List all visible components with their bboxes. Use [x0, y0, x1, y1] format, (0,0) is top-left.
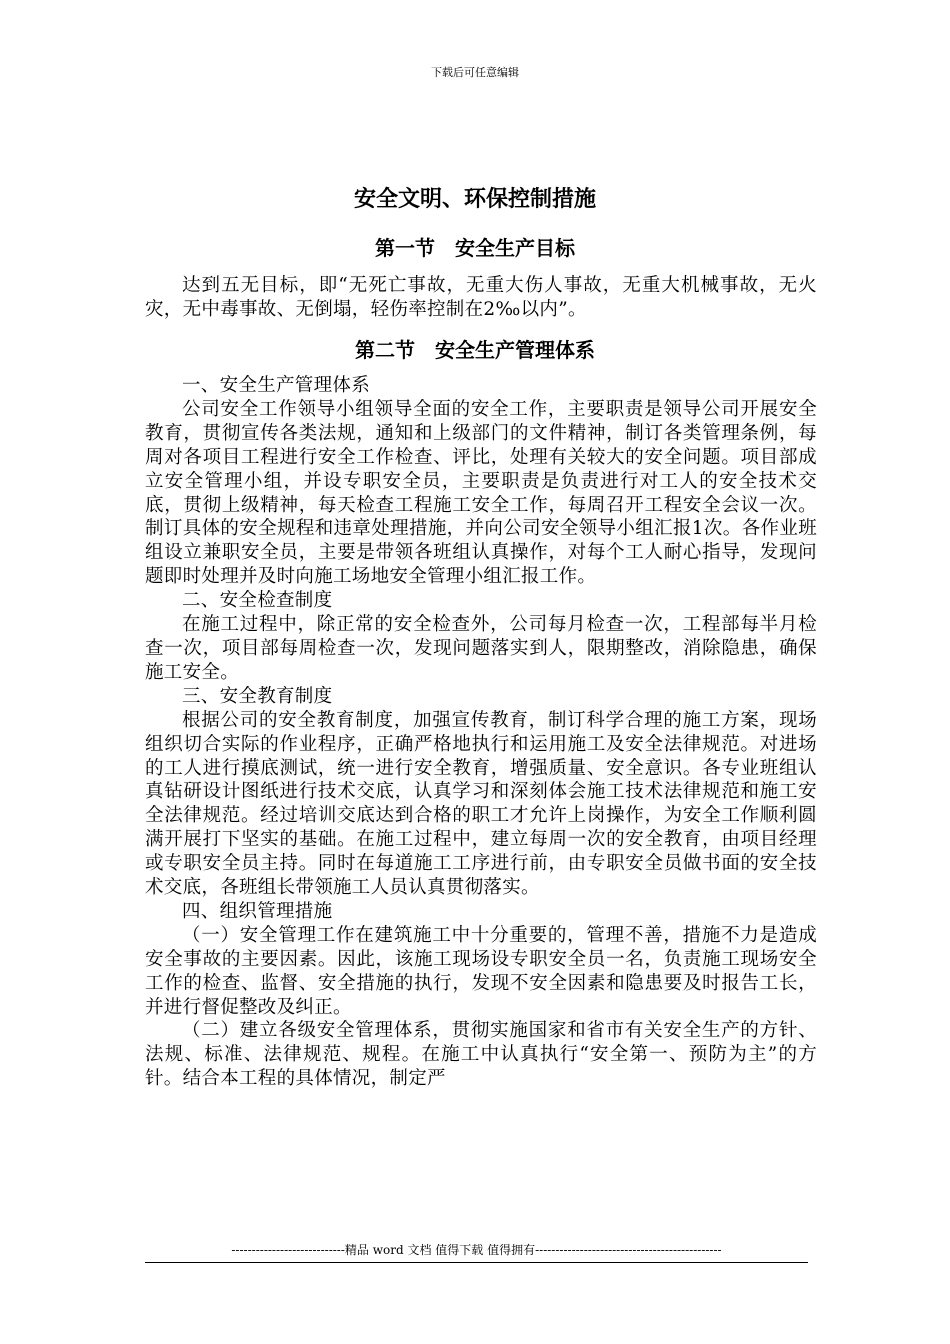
paragraph-organization-measure-1: （一）安全管理工作在建筑施工中十分重要的，管理不善，措施不力是造成安全事故的主要因素。因此，该施工现场设专职安全员一名，负责施工现场安全工作的检查、监督、安全措施的执行，发现不安全因素和隐患要及时报告工长，并进行督促整改及纠正。: [145, 924, 817, 1018]
section-1-body: [145, 274, 817, 322]
page-footer-text: ----------------------------精品 word 文档 值得下载 值得拥有----------------------------------------------: [231, 1243, 722, 1257]
section-2-body: [145, 374, 817, 1091]
subheading-management-system: 一、安全生产管理体系: [182, 375, 371, 396]
subheading-education-system: 三、安全教育制度: [182, 685, 333, 707]
section-2-title: 第二节 安全生产管理体系: [355, 338, 595, 362]
section-1-paragraph: 达到五无目标，即“无死亡事故，无重大伤人事故，无重大机械事故，无火灾，无中毒事故、无倒塌，轻伤率控制在2‰以内”。: [145, 275, 817, 320]
subheading-inspection-system: 二、安全检查制度: [182, 590, 333, 612]
paragraph-education-system: 根据公司的安全教育制度，加强宣传教育，制订科学合理的施工方案，现场组织切合实际的作业程序，正确严格地执行和运用施工及安全法律规范。对进场的工人进行摸底测试，统一进行安全教育，增强质量、安全意识。各专业班组认真钻研设计图纸进行技术交底，认真学习和深刻体会施工技术法律规范和施工安全法律规范。经过培训交底达到合格的职工才允许上岗操作，为安全工作顺利圆满开展打下坚实的基础。在施工过程中，建立每周一次的安全教育，由项目经理或专职安全员主持。同时在每道施工工序进行前，由专职安全员做书面的安全技术交底，各班组长带领施工人员认真贯彻落实。: [145, 709, 817, 899]
paragraph-organization-measure-2: （二）建立各级安全管理体系，贯彻实施国家和省市有关安全生产的方针、法规、标准、法律规范、规程。在施工中认真执行“安全第一、预防为主”的方针。结合本工程的具体情况，制定严: [145, 1020, 817, 1090]
paragraph-management-system: 公司安全工作领导小组领导全面的安全工作，主要职责是领导公司开展安全教育，贯彻宣传各类法规，通知和上级部门的文件精神，制订各类管理条例，每周对各项目工程进行安全工作检查、评比，处理有关较大的安全问题。项目部成立安全管理小组，并设专职安全员，主要职责是负责进行对工人的安全技术交底，贯彻上级精神，每天检查工程施工安全工作，每周召开工程安全会议一次。制订具体的安全规程和违章处理措施，并向公司安全领导小组汇报1次。各作业班组设立兼职安全员，主要是带领各班组认真操作，对每个工人耐心指导，发现问题即时处理并及时向施工场地安全管理小组汇报工作。: [145, 398, 817, 588]
paragraph-inspection-system: 在施工过程中，除正常的安全检查外，公司每月检查一次，工程部每半月检查一次，项目部每周检查一次，发现问题落实到人，限期整改，消除隐患，确保施工安全。: [145, 614, 817, 683]
document-title: 安全文明、环保控制措施: [353, 187, 596, 212]
subheading-organization-measures: 四、组织管理措施: [182, 900, 333, 922]
footer-divider: [145, 1262, 808, 1263]
page-header-note: 下载后可任意编辑: [431, 66, 519, 79]
section-1-title: 第一节 安全生产目标: [375, 236, 575, 260]
